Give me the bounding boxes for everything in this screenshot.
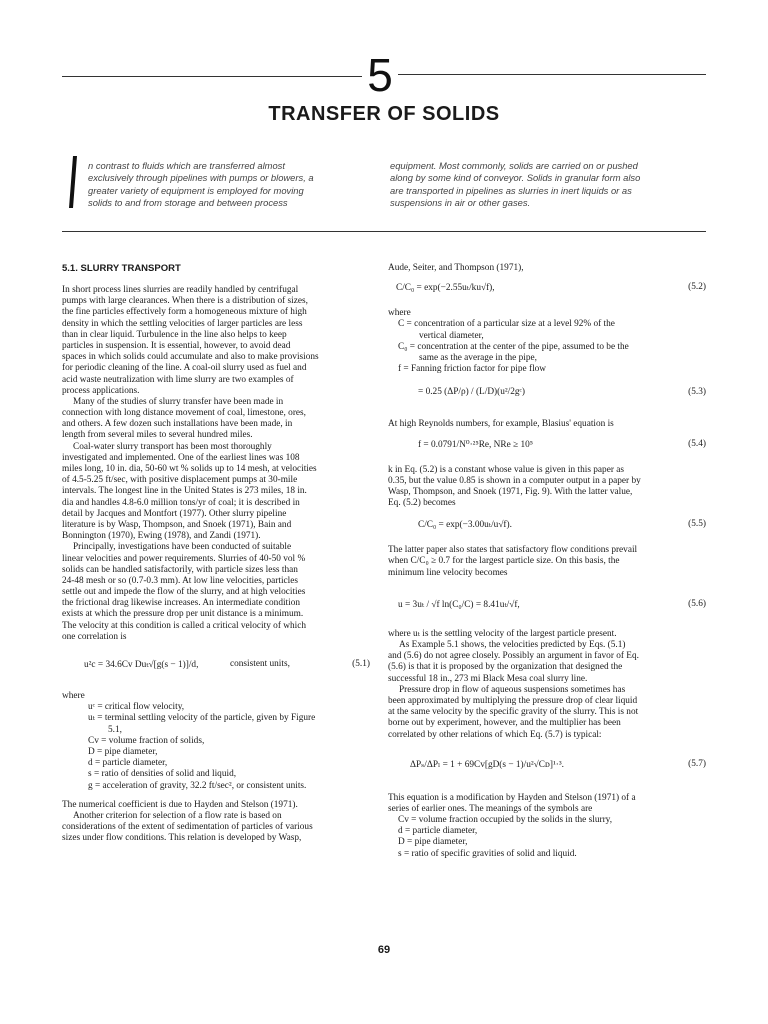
text-line: of 4.5-5.25 ft/sec, with positive displacement pumps at 30-mile <box>62 475 298 486</box>
equation-5-4 <box>388 439 706 465</box>
text-line: where uₜ is the settling velocity of the largest particle present. <box>388 628 617 639</box>
where-label: where <box>388 308 411 319</box>
text-line: length from several miles to several hundred miles. <box>62 430 253 441</box>
intro-line: greater variety of equipment is employed for moving <box>88 184 304 196</box>
equation-note: consistent units, <box>230 659 290 669</box>
intro-line: n contrast to fluids which are transferred almost <box>88 160 285 171</box>
section-heading: 5.1. SLURRY TRANSPORT <box>62 263 181 274</box>
text-line: spaces in which solids could accumulate and also to make provisions <box>62 352 319 363</box>
text-line: Aude, Seiter, and Thompson (1971), <box>388 263 524 273</box>
text-line: Bonnington (1970), Ewing (1978), and Zandi (1971). <box>62 531 261 542</box>
text-line: Another criterion for selection of a flow rate is based on <box>73 810 282 821</box>
equation-number: (5.4) <box>688 438 706 449</box>
equation-formula: u²c = 34.6Cv Duₜ√[g(s − 1)]/d, <box>84 660 199 670</box>
definition-item: 5.1, <box>108 724 122 735</box>
text-line: Wasp, Thompson, and Snoek (1971, Fig. 9). With the latter value, <box>388 486 633 497</box>
definition-item: s = ratio of densities of solid and liquid, <box>88 769 237 780</box>
right-column <box>388 263 706 860</box>
equation-formula: C/C₀ = exp(−3.00uₜ/u√f). <box>418 520 512 531</box>
text-line: successful 18 in., 273 mi Black Mesa coal slurry line. <box>388 673 588 684</box>
text-line: process applications. <box>62 385 140 396</box>
text-line: than in clear liquid. Turbulence in the line also helps to keep <box>62 329 287 340</box>
text-line: The numerical coefficient is due to Hayden and Stelson (1971). <box>62 799 298 810</box>
text-line: connection with long distance movement of coal, limestone, ores, <box>62 408 306 419</box>
equation-formula: u = 3uₜ / √f ln(C₀/C) = 8.41uₜ/√f, <box>398 599 520 610</box>
text-line: 0.35, but the value 0.85 is shown in a computer output in a paper by <box>388 475 641 486</box>
text-line: and (5.6) do not agree closely. Possibly an argument in favor of Eq. <box>388 651 639 662</box>
text-line: particles in suspension. It is essential, however, to avoid dead <box>62 340 291 351</box>
text-line: correlated by other relations of which Eq. (5.7) is typical: <box>388 729 602 740</box>
equation-5-7 <box>388 755 706 785</box>
definition-item: g = acceleration of gravity, 32.2 ft/sec², or consistent units. <box>88 780 307 791</box>
intro-line: suspensions in air or other gases. <box>390 196 531 208</box>
drop-cap-i <box>66 154 80 210</box>
text-line: dia and handles 4.8-6.0 million tons/yr of coal; it is described in <box>62 497 300 508</box>
definition-item: D = pipe diameter, <box>398 837 468 848</box>
text-line: 24-48 mesh or so (0.7-0.3 mm). At low line velocities, particles <box>62 575 298 586</box>
text-line: At high Reynolds numbers, for example, Blasius' equation is <box>388 419 614 430</box>
definition-item: uₜ = terminal settling velocity of the particle, given by Figure <box>88 713 316 724</box>
equation-formula: = 0.25 (ΔP/ρ) / (L/D)(u²/2gᶜ) <box>418 387 526 398</box>
text-line: density in which the settling velocities of larger particles are less <box>62 318 303 329</box>
text-line: Pressure drop in flow of aqueous suspensions sometimes has <box>399 684 626 695</box>
left-column <box>62 263 370 844</box>
definition-item: Cv = volume fraction occupied by the solids in the slurry, <box>398 815 613 826</box>
text-line: minimum line velocity becomes <box>388 567 508 578</box>
intro-left <box>88 160 314 209</box>
text-line: (5.6) is that it is proposed by the organization that designed the <box>388 662 623 673</box>
text-line: exists at which the pressure drop per unit distance is a minimum. <box>62 609 304 620</box>
text-line: sizes under flow conditions. This relation is developed by Wasp, <box>62 833 302 844</box>
equation-number: (5.5) <box>688 519 706 530</box>
equation-formula: ΔPₛ/ΔPₗ = 1 + 69Cv[gD(s − 1)/u²√Cᴅ]¹·³. <box>410 759 564 770</box>
text-line: borne out by experiment, however, and the multiplier has been <box>388 718 621 729</box>
text-line: pumps with large clearances. When there is a distribution of sizes, <box>62 296 308 307</box>
text-line: miles long, 10 in. dia, 50-60 wt % solids up to 14 mesh, at velocities <box>62 464 317 474</box>
text-line: and others. A few dozen such installations have been made, in <box>62 419 293 430</box>
text-line: settle out and impede the flow of the slurry, and at high velocities <box>62 587 306 598</box>
definition-item: D = pipe diameter, <box>88 746 158 757</box>
definition-item: vertical diameter, <box>419 330 484 341</box>
text-line: the fine particles effectively form a homogeneous mixture of high <box>62 307 307 318</box>
text-line: In short process lines slurries are readily handled by centrifugal <box>62 285 299 295</box>
header-rule-right <box>398 74 706 75</box>
paragraph <box>62 285 370 397</box>
intro-line: equipment. Most commonly, solids are carried on or pushed <box>390 160 638 171</box>
text-line: detail by Jacques and Montfort (1977). Other slurry pipeline <box>62 508 287 519</box>
definition-item: f = Fanning friction factor for pipe flow <box>398 364 547 375</box>
definition-item: C₀ = concentration at the center of the pipe, assumed to be the <box>398 341 629 352</box>
intro-line: are transported in pipelines as slurries in inert liquids or as <box>390 184 632 196</box>
text-line: This equation is a modification by Hayden and Stelson (1971) of a <box>388 792 636 803</box>
equation-number: (5.2) <box>688 282 706 293</box>
intro-line: along by some kind of conveyor. Solids in granular form also <box>390 172 641 184</box>
equation-5-5 <box>388 519 706 545</box>
equation-formula: C/C₀ = exp(−2.55uₜ/ku√f), <box>396 283 495 294</box>
chapter-title: TRANSFER OF SOLIDS <box>268 103 500 125</box>
intro-rule <box>62 231 706 232</box>
paragraph <box>388 793 706 815</box>
definition-item: uᶜ = critical flow velocity, <box>88 702 185 713</box>
text-line: the frictional drag likewise increases. An intermediate condition <box>62 598 301 609</box>
equation-5-2 <box>388 282 706 308</box>
intro-line: solids to and from storage and between process <box>88 196 288 208</box>
paragraph <box>62 397 370 442</box>
page-number: 69 <box>377 944 391 956</box>
text-line: solids can be handled satisfactorily, with particle sizes less than <box>62 564 298 575</box>
definition-item: d = particle diameter, <box>88 758 168 769</box>
intro-right <box>390 160 640 209</box>
text-line: Eq. (5.2) becomes <box>388 498 456 509</box>
text-line: considerations of the extent of sedimentation of particles of various <box>62 822 313 833</box>
paragraph <box>62 542 370 643</box>
text-line: linear velocities and power requirements. Slurries of 40-50 vol % <box>62 553 306 564</box>
header-rule-left <box>62 76 362 77</box>
text-line: literature is by Wasp, Thompson, and Snoek (1971), Bain and <box>62 519 292 530</box>
text-line: The velocity at this condition is called a critical velocity of which <box>62 620 306 631</box>
equation-number: (5.7) <box>688 758 706 769</box>
equation-number: (5.6) <box>688 598 706 609</box>
paragraph <box>62 800 370 845</box>
text-line: for periodic cleaning of the line. A coal-oil slurry used as fuel and <box>62 363 307 374</box>
definition-item: d = particle diameter, <box>398 826 478 837</box>
intro-line: exclusively through pipelines with pumps or blowers, a <box>88 172 314 184</box>
equation-formula: f = 0.0791/N⁰·²⁵Re, NRe ≥ 10⁵ <box>418 439 534 450</box>
text-line: when C/C₀ ≥ 0.7 for the largest particle size. On this basis, the <box>388 556 620 567</box>
paragraph <box>388 629 706 741</box>
text-line: been approximated by multiplying the pressure drop of clear liquid <box>388 695 638 706</box>
equation-5-3 <box>388 387 706 413</box>
equation-number: (5.3) <box>688 387 706 398</box>
text-line: acid waste neutralization with lime slurry are two examples of <box>62 374 294 385</box>
text-line: series of earlier ones. The meanings of the symbols are <box>388 803 593 814</box>
paragraph <box>62 442 370 543</box>
equation-5-6 <box>388 593 706 623</box>
text-line: Principally, investigations have been conducted of suitable <box>73 542 292 553</box>
paragraph <box>388 545 706 579</box>
definition-list <box>388 319 706 375</box>
equation-number: (5.1) <box>352 659 370 669</box>
text-line: at the same velocity by the specific gravity of the slurry. This is not <box>388 707 639 718</box>
definition-item: s = ratio of specific gravities of solid and liquid. <box>398 848 577 859</box>
definition-item: C = concentration of a particular size at a level 92% of the <box>398 319 615 330</box>
definition-list <box>62 702 370 792</box>
chapter-number: 5 <box>367 49 393 101</box>
text-line: one correlation is <box>62 631 127 642</box>
paragraph <box>388 465 706 510</box>
text-line: investigated and implemented. One of the earliest lines was 108 <box>62 452 300 463</box>
where-label: where <box>62 691 85 701</box>
text-line: Coal-water slurry transport has been most thoroughly <box>73 441 272 452</box>
text-line: Many of the studies of slurry transfer have been made in <box>73 396 284 407</box>
definition-item: same as the average in the pipe, <box>419 352 537 363</box>
text-line: As Example 5.1 shows, the velocities predicted by Eqs. (5.1) <box>399 640 626 650</box>
text-line: k in Eq. (5.2) is a constant whose value is given in this paper as <box>388 464 624 475</box>
definition-item: Cv = volume fraction of solids, <box>88 735 205 746</box>
text-line: intervals. The longest line in the United States is 273 miles, 18 in. <box>62 486 307 497</box>
equation-5-1 <box>62 659 370 685</box>
text-line: The latter paper also states that satisfactory flow conditions prevail <box>388 545 638 556</box>
